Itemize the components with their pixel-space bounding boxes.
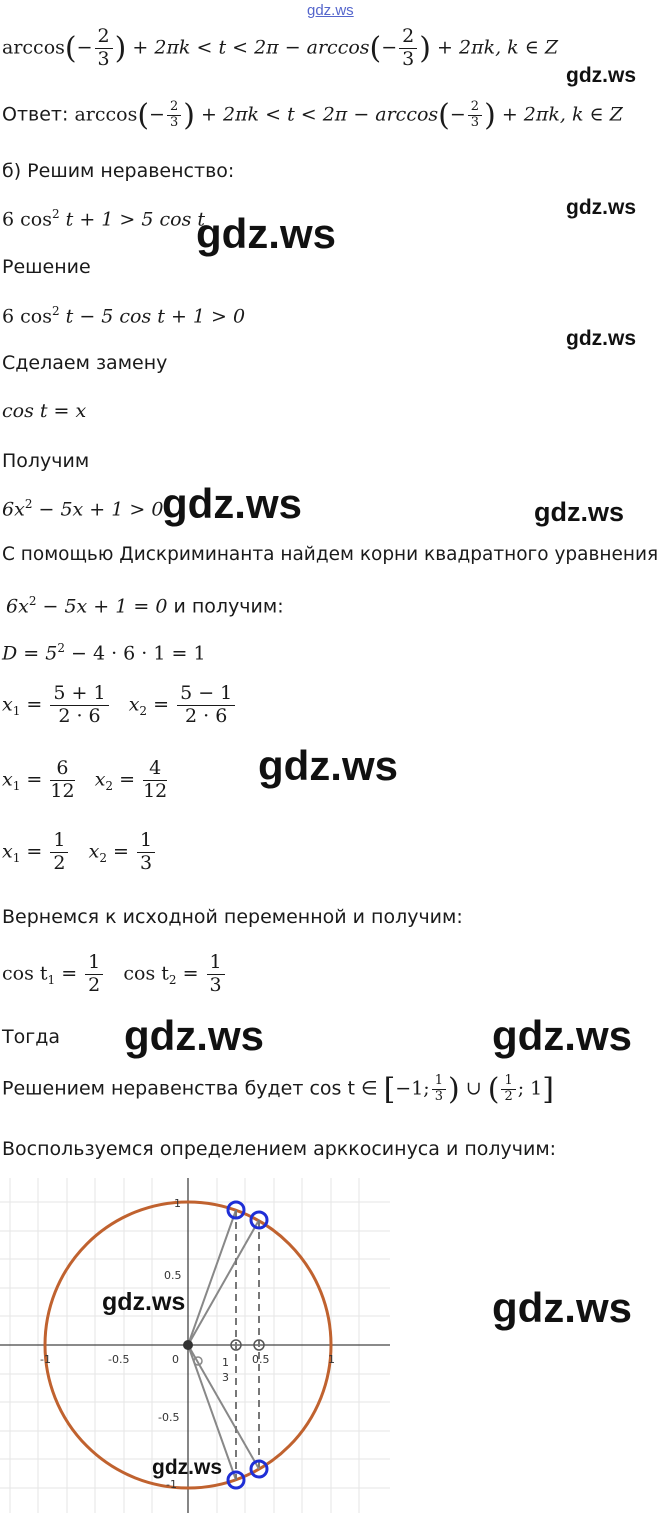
fraction: $\frac{2}{3}$ [468, 100, 482, 131]
fraction: $\frac{2}{3}$ [399, 26, 417, 71]
discriminant-text: С помощью Дискриминанта найдем корни квадратного уравнения [2, 544, 659, 565]
interval-middle: + 2πk < t < 2π − arccos [132, 36, 370, 59]
roots-values: $x_1$ = $\frac{6}{12}$ $x_2$ = $\frac{4}{12}$ [2, 757, 168, 802]
roots-formula: $x_1$ = $\frac{5 + 1}{2 \cdot 6}$ $x_2$ = $\frac{5 - 1}{2 \cdot 6}$ [2, 683, 237, 728]
arccos-text: Воспользуемся определением арккосинуса и получим: [2, 1138, 557, 1160]
fraction: $\frac{1}{3}$ [432, 1074, 446, 1105]
inequality-3: $6x^2 - 5x + 1 > 0$ [2, 497, 164, 521]
fraction: $\frac{1}{2}$ [85, 952, 103, 997]
answer-middle: + 2πk < t < 2π − arccos [201, 103, 439, 126]
then-label: Тогда [2, 1026, 60, 1048]
origin-point [183, 1340, 193, 1350]
watermark-big: gdz.ws [162, 480, 303, 527]
inequality-2: 6 $\cos^2 t - 5$ cos t + 1 > 0 [2, 304, 246, 328]
minus-sign: − [149, 103, 165, 126]
arccos-answer: arccos [74, 103, 138, 126]
fraction: $\frac{1}{3}$ [207, 952, 225, 997]
tick-x-05: 0.5 [252, 1353, 270, 1366]
fraction: $\frac{1}{2}$ [501, 1074, 515, 1105]
fraction: $\frac{5 - 1}{2 \cdot 6}$ [177, 683, 235, 728]
minus-sign: − [76, 36, 93, 59]
answer-label: Ответ: [2, 103, 69, 126]
watermark-top: gdz.ws [307, 2, 354, 19]
fraction: $\frac{1}{3}$ [137, 830, 155, 875]
answer-line: Ответ: arccos(− $\frac{2}{3}$ ) + 2πk < t < 2π − arccos(− $\frac{2}{3}$ ) + 2πk, k ∈ Z [2, 98, 623, 133]
third-label-num: 1 [222, 1356, 229, 1369]
interval-end: + 2πk, k ∈ Z [437, 36, 559, 59]
tick-y-neg05: -0.5 [158, 1411, 180, 1424]
solution-set: Решением неравенства будет cos t ∈ [−1; $\frac{1}{3}$ ) ∪ ( $\frac{1}{2}$ ; 1] [2, 1072, 554, 1107]
solution-label: Решение [2, 256, 91, 278]
watermark-big: gdz.ws [124, 1012, 265, 1059]
watermark: gdz.ws [566, 64, 637, 87]
fraction: $\frac{6}{12}$ [50, 757, 75, 802]
watermark-big: gdz.ws [492, 1012, 633, 1059]
roots-simplified: $x_1$ = $\frac{1}{2}$ $x_2$ = $\frac{1}{3}$ [2, 830, 157, 875]
watermark: gdz.ws [102, 1288, 186, 1316]
tick-x-1: 1 [328, 1353, 335, 1366]
tick-x-neg1: -1 [40, 1353, 51, 1366]
third-label-den: 3 [222, 1371, 229, 1384]
answer-end: + 2πk, k ∈ Z [501, 103, 623, 126]
interval-line: arccos(− $\frac{2}{3}$ ) + 2πk < t < 2π − arccos(− $\frac{2}{3}$ ) + 2πk, k ∈ Z [2, 25, 559, 70]
fraction: $\frac{1}{2}$ [50, 830, 68, 875]
get-label: Получим [2, 450, 90, 472]
tick-y-05: 0.5 [164, 1269, 182, 1282]
watermark: gdz.ws [152, 1456, 223, 1479]
arccos-1: arccos [2, 36, 65, 59]
fraction: $\frac{2}{3}$ [167, 100, 181, 131]
cos-roots: $\cos t_1$ = $\frac{1}{2}$ $\cos t_2$ = $\frac{1}{3}$ [2, 952, 227, 997]
tick-y-1: 1 [174, 1197, 181, 1210]
watermark: gdz.ws [566, 196, 637, 219]
watermark: gdz.ws [566, 327, 637, 350]
tick-y-neg1: -1 [166, 1478, 177, 1491]
fraction: $\frac{2}{3}$ [95, 26, 113, 71]
quadratic-equation: $6x^2 - 5x + 1 = 0$ и получим: [6, 594, 284, 618]
tick-x-neg05: -0.5 [108, 1353, 130, 1366]
tick-origin: 0 [172, 1353, 179, 1366]
fraction: $\frac{4}{12}$ [143, 757, 168, 802]
inequality-1: 6 $\cos^2 t + 1 > 5$ cos t [2, 207, 206, 231]
return-text: Вернемся к исходной переменной и получим: [2, 906, 463, 928]
part-b-heading: б) Решим неравенство: [2, 160, 235, 182]
substitution: cos t = x [2, 400, 87, 422]
discriminant: $D = 5^2 - 4 \cdot 6 \cdot 1 = 1$ [2, 641, 206, 665]
watermark-big: gdz.ws [492, 1284, 633, 1331]
minus-sign: − [449, 103, 466, 126]
minus-sign: − [381, 36, 398, 59]
substitution-label: Сделаем замену [2, 352, 168, 374]
watermark: gdz.ws [534, 497, 625, 527]
fraction: $\frac{5 + 1}{2 \cdot 6}$ [50, 683, 108, 728]
watermark-big: gdz.ws [258, 742, 399, 789]
watermark-big: gdz.ws [196, 210, 337, 257]
